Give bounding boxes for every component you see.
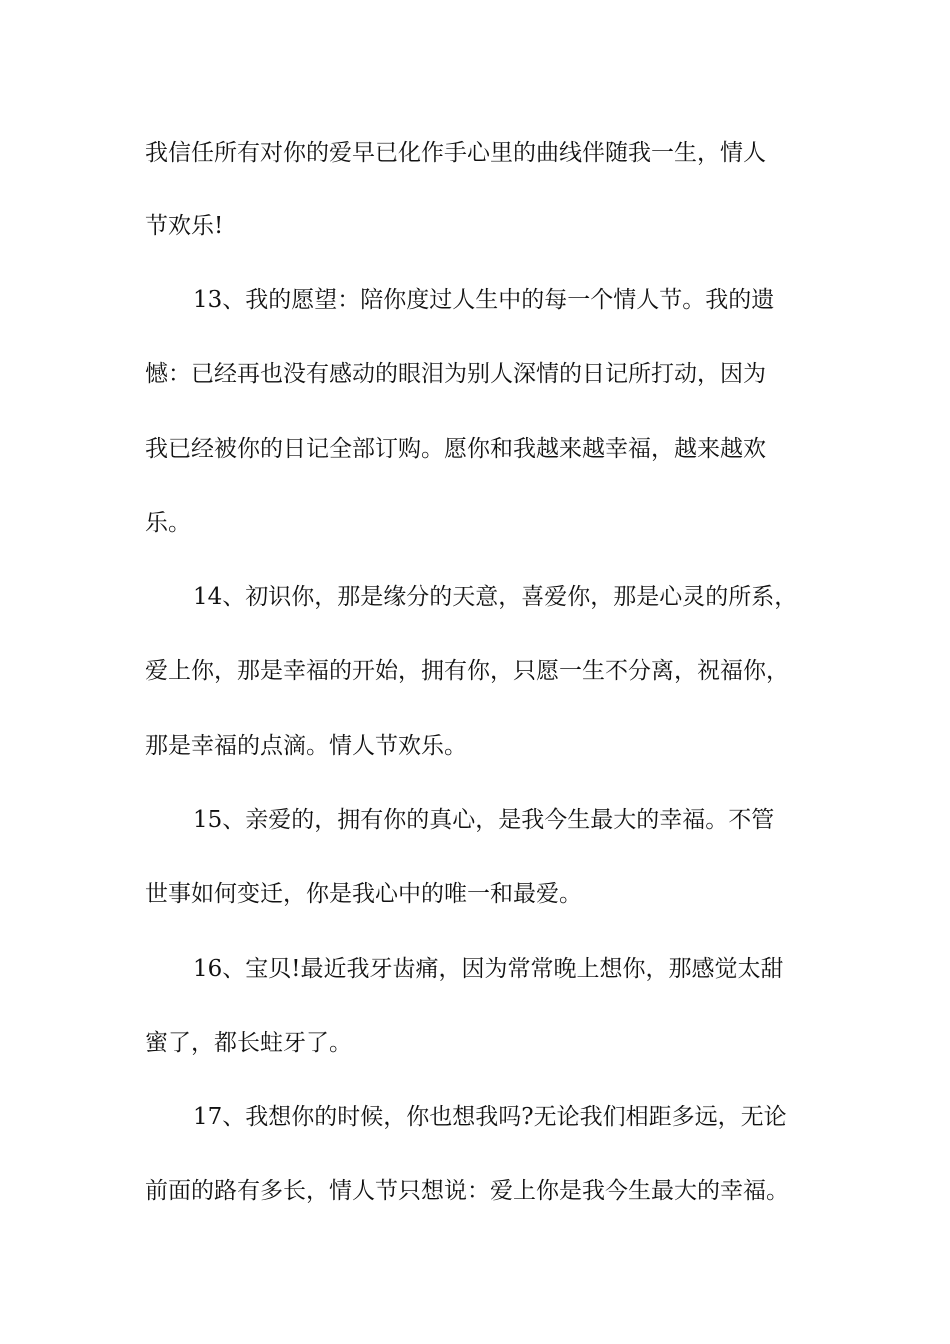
text-line: 蜜了，都长蛀牙了。 <box>145 1030 352 1056</box>
text-line: 爱上你，那是幸福的开始，拥有你，只愿一生不分离，祝福你， <box>145 658 789 684</box>
text-line: 我信任所有对你的爱早已化作手心里的曲线伴随我一生，情人 <box>145 140 766 166</box>
text-line: 节欢乐! <box>145 213 224 239</box>
paragraph-14-line: 14、初识你，那是缘分的天意，喜爱你，那是心灵的所系， <box>193 584 798 610</box>
text-line: 那是幸福的点滴。情人节欢乐。 <box>145 733 467 759</box>
text-line: 乐。 <box>145 510 191 536</box>
text-line: 我已经被你的日记全部订购。愿你和我越来越幸福，越来越欢 <box>145 436 766 462</box>
paragraph-15-line: 15、亲爱的，拥有你的真心，是我今生最大的幸福。不管 <box>193 807 775 833</box>
paragraph-13-line: 13、我的愿望：陪你度过人生中的每一个情人节。我的遗 <box>193 287 775 313</box>
text-line: 憾：已经再也没有感动的眼泪为别人深情的日记所打动，因为 <box>145 361 766 387</box>
paragraph-17-line: 17、我想你的时候，你也想我吗?无论我们相距多远，无论 <box>193 1104 787 1130</box>
text-line: 前面的路有多长，情人节只想说：爱上你是我今生最大的幸福。 <box>145 1178 789 1204</box>
text-line: 世事如何变迁，你是我心中的唯一和最爱。 <box>145 881 582 907</box>
paragraph-16-line: 16、宝贝!最近我牙齿痛，因为常常晚上想你，那感觉太甜 <box>193 956 784 982</box>
